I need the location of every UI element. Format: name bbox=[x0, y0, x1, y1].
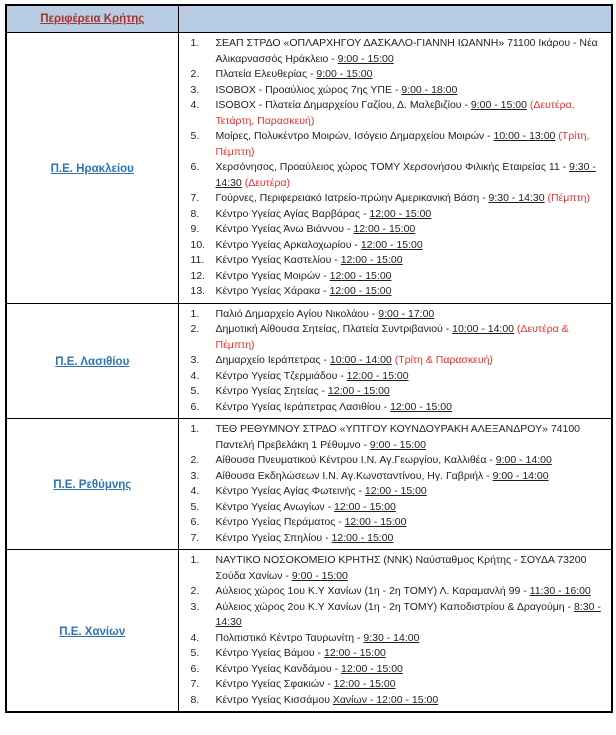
location-name: ΝΑΥΤΙΚΟ ΝΟΣΟΚΟΜΕΙΟ ΚΡΗΤΗΣ (ΝΝΚ) Ναύσταθμος Κρήτης - ΣΟΥΔΑ 73200 Σούδα Χανίων - bbox=[215, 554, 587, 582]
location-text bbox=[216, 192, 591, 204]
item-number: 1. bbox=[190, 554, 200, 566]
location-name: Κέντρο Υγείας Χάρακα - bbox=[215, 285, 330, 297]
time-range: 12:00 - 15:00 bbox=[364, 485, 427, 497]
time-range: 9:00 - 15:00 bbox=[337, 52, 394, 65]
item-number: 2. bbox=[190, 454, 200, 466]
locations-cell bbox=[178, 303, 612, 419]
location-text bbox=[216, 678, 396, 690]
list-item bbox=[179, 631, 607, 647]
list-item bbox=[179, 553, 607, 584]
time-range: 11:30 - 16:00 bbox=[529, 585, 591, 597]
item-number: 3. bbox=[190, 469, 200, 482]
region-link[interactable]: Π.Ε. Χανίων bbox=[59, 625, 126, 638]
location-name: Κέντρο Υγείας Βάμου - bbox=[215, 647, 324, 659]
item-number: 5. bbox=[190, 647, 200, 659]
location-name: Κέντρο Υγείας Τζερμιάδου - bbox=[215, 369, 347, 382]
list-item bbox=[179, 677, 607, 693]
region-cell bbox=[6, 303, 178, 419]
list-item bbox=[179, 160, 607, 191]
location-text bbox=[216, 37, 598, 65]
locations-cell bbox=[178, 550, 612, 713]
days-note: (Τρίτη & Παρασκευή) bbox=[391, 354, 493, 366]
location-name: Αύλειος χώρος 2ου Κ.Υ Χανίων (1η - 2η ΤΟΜΥ) Καποδιστρίου & Δραγούμη - bbox=[215, 600, 574, 613]
list-item bbox=[179, 422, 607, 453]
location-text bbox=[216, 485, 427, 497]
location-text bbox=[216, 585, 591, 597]
location-text bbox=[216, 423, 581, 451]
item-number: 7. bbox=[190, 192, 200, 204]
list-item bbox=[179, 284, 607, 300]
item-number: 1. bbox=[190, 37, 200, 49]
location-text bbox=[216, 516, 407, 528]
region-row bbox=[6, 33, 612, 304]
list-item bbox=[179, 515, 607, 531]
time-range: 12:00 - 15:00 bbox=[344, 516, 407, 528]
time-range: 12:00 - 15:00 bbox=[341, 662, 403, 675]
item-number: 4. bbox=[190, 99, 200, 111]
time-range: 10:00 - 13:00 bbox=[493, 130, 556, 142]
item-number: 5. bbox=[190, 500, 200, 513]
list-item bbox=[179, 129, 607, 160]
table-header-row bbox=[6, 5, 612, 33]
location-name: Κέντρο Υγείας Αρκαλοχωρίου - bbox=[215, 238, 361, 251]
item-number: 8. bbox=[190, 207, 200, 220]
location-name: Κέντρο Υγείας Σφακιών - bbox=[215, 678, 334, 690]
days-note: (Πέμπτη) bbox=[544, 192, 591, 204]
item-number: 3. bbox=[190, 354, 200, 366]
locations-cell bbox=[178, 33, 612, 304]
region-row bbox=[6, 419, 612, 550]
time-range: 12:00 - 15:00 bbox=[327, 385, 390, 397]
days-note: (Τρίτη, Πέμπτη) bbox=[215, 130, 590, 158]
location-name: Αίθουσα Εκδηλώσεων Ι.Ν. Αγ.Κωνσταντίνου, Ηγ. Γαβριήλ - bbox=[215, 469, 493, 482]
location-name: Δημοτική Αίθουσα Σητείας, Πλατεία Συντριβανιού - bbox=[215, 323, 453, 335]
location-name: Κέντρο Υγείας Ανωγίων - bbox=[215, 500, 334, 513]
regions-body bbox=[6, 33, 612, 713]
region-cell bbox=[6, 419, 178, 550]
location-name: Κέντρο Υγείας Άνω Βιάννου - bbox=[215, 223, 354, 235]
location-text bbox=[216, 130, 590, 158]
days-note: (Δευτέρα) bbox=[241, 176, 291, 189]
location-text bbox=[216, 223, 416, 235]
time-range: 9:00 - 15:00 bbox=[291, 569, 348, 582]
location-text bbox=[216, 68, 373, 80]
list-item bbox=[179, 307, 607, 323]
time-range: 9:00 - 18:00 bbox=[401, 83, 458, 96]
location-name: Κέντρο Υγείας Αγίας Φωτεινής - bbox=[215, 485, 365, 497]
location-name: Κέντρο Υγείας Σπηλίου - bbox=[215, 531, 332, 544]
time-range: 12:00 - 15:00 bbox=[331, 531, 394, 544]
time-range: 12:00 - 15:00 bbox=[346, 369, 409, 382]
list-item bbox=[179, 662, 607, 678]
table-header-region-label: Περιφέρεια Κρήτης bbox=[40, 13, 145, 25]
location-text bbox=[216, 161, 596, 189]
location-text bbox=[216, 454, 552, 466]
list-item bbox=[179, 191, 607, 207]
location-text bbox=[216, 694, 439, 706]
location-name: ISOBOX - Πλατεία Δημαρχείου Γαζίου, Δ. Μαλεβιζίου - bbox=[215, 99, 471, 111]
table-header-region-cell bbox=[6, 5, 178, 33]
list-item bbox=[179, 469, 607, 485]
item-number: 6. bbox=[190, 662, 200, 675]
item-number: 4. bbox=[190, 631, 200, 644]
location-text bbox=[216, 601, 601, 629]
location-name: Κέντρο Υγείας Ιεράπετρας Λασιθίου - bbox=[215, 400, 391, 413]
location-text bbox=[216, 385, 390, 397]
location-text bbox=[216, 323, 569, 351]
location-text bbox=[216, 285, 392, 297]
time-range: 8:30 - 14:30 bbox=[215, 600, 601, 628]
region-link[interactable]: Π.Ε. Ρεθύμνης bbox=[53, 479, 132, 491]
location-name: Γούρνες, Περιφερειακό Ιατρείο-πρώην Αμερικανική Βάση - bbox=[215, 192, 489, 204]
location-name: Κέντρο Υγείας Καστελίου - bbox=[215, 254, 341, 266]
item-number: 11. bbox=[190, 254, 205, 266]
list-item bbox=[179, 83, 607, 99]
region-row bbox=[6, 303, 612, 419]
time-range: 10:00 - 14:00 bbox=[329, 354, 392, 366]
list-item bbox=[179, 453, 607, 469]
list-item bbox=[179, 269, 607, 285]
item-number: 2. bbox=[190, 323, 200, 335]
item-number: 10. bbox=[190, 238, 206, 251]
list-item bbox=[179, 98, 607, 129]
region-row bbox=[6, 550, 612, 713]
location-name: Κέντρο Υγείας Σητείας - bbox=[215, 385, 328, 397]
item-number: 2. bbox=[190, 68, 200, 80]
time-range: 12:00 - 15:00 bbox=[333, 678, 396, 690]
item-number: 6. bbox=[190, 400, 200, 413]
location-text bbox=[216, 208, 432, 220]
days-note: (Δευτέρα & Πέμπτη) bbox=[215, 323, 569, 351]
location-text bbox=[216, 532, 394, 544]
location-name: Κέντρο Υγείας Αγίας Βαρβάρας - bbox=[215, 207, 370, 220]
item-number: 8. bbox=[190, 693, 200, 706]
time-range: 9:00 - 15:00 bbox=[316, 68, 373, 80]
location-name: Δημαρχείο Ιεράπετρας - bbox=[215, 354, 330, 366]
location-name: Πλατεία Ελευθερίας - bbox=[215, 68, 317, 80]
location-text bbox=[216, 354, 493, 366]
item-number: 3. bbox=[190, 83, 200, 96]
location-text bbox=[216, 663, 403, 675]
time-range: 12:00 - 15:00 bbox=[329, 285, 392, 297]
list-item bbox=[179, 207, 607, 223]
item-number: 1. bbox=[190, 307, 200, 320]
item-number: 6. bbox=[190, 161, 200, 173]
list-item bbox=[179, 600, 607, 631]
location-name: Αίθουσα Πνευματικού Κέντρου Ι.Ν. Αγ.Γεωργίου, Καλλιθέα - bbox=[215, 454, 496, 466]
time-range: 12:00 - 15:00 bbox=[340, 254, 403, 266]
location-text bbox=[216, 308, 435, 320]
time-range: 12:00 - 15:00 bbox=[353, 223, 416, 235]
location-name: Παλιό Δημαρχείο Αγίου Νικολάου - bbox=[215, 307, 379, 320]
region-link[interactable]: Π.Ε. Ηρακλείου bbox=[50, 162, 134, 175]
item-number: 9. bbox=[190, 223, 200, 235]
time-range: 9:30 - 14:30 bbox=[215, 161, 596, 189]
time-range: 9:30 - 14:00 bbox=[363, 631, 420, 644]
list-item bbox=[179, 238, 607, 254]
item-number: 13. bbox=[190, 285, 206, 297]
time-range: 10:00 - 14:00 bbox=[452, 323, 515, 335]
list-item bbox=[179, 400, 607, 416]
location-text bbox=[216, 647, 386, 659]
location-name: Χερσόνησος, Προαύλειος χώρος ΤΟΜΥ Χερσονήσου Φιλικής Εταιρείας 11 - bbox=[215, 161, 570, 173]
location-text bbox=[216, 501, 396, 513]
location-text bbox=[216, 270, 392, 282]
table-header-empty-cell bbox=[178, 5, 612, 33]
crete-regions-table bbox=[5, 4, 613, 713]
location-name: Αύλειος χώρος 1ου Κ.Υ Χανίων (1η - 2η ΤΟΜΥ) Λ. Καραμανλή 99 - bbox=[215, 585, 530, 597]
time-range: 12:00 - 15:00 bbox=[390, 400, 452, 413]
location-text bbox=[216, 470, 549, 482]
time-range: 12:00 - 15:00 bbox=[333, 500, 396, 513]
item-number: 2. bbox=[190, 585, 200, 597]
time-range: 9:30 - 14:30 bbox=[488, 192, 545, 204]
item-number: 4. bbox=[190, 369, 200, 382]
location-name: Κέντρο Υγείας Μοιρών - bbox=[215, 269, 330, 282]
location-text bbox=[216, 239, 423, 251]
item-number: 4. bbox=[190, 485, 200, 497]
time-range: 9:00 - 15:00 bbox=[369, 438, 426, 451]
location-text bbox=[216, 370, 409, 382]
time-range: 9:00 - 14:00 bbox=[495, 454, 552, 466]
location-text bbox=[216, 99, 575, 127]
time-range: 9:00 - 14:00 bbox=[492, 469, 549, 482]
list-item bbox=[179, 67, 607, 83]
item-number: 1. bbox=[190, 423, 200, 435]
list-item bbox=[179, 222, 607, 238]
list-item bbox=[179, 500, 607, 516]
location-name: Κέντρο Υγείας Περάματος - bbox=[215, 516, 345, 528]
time-range: 12:00 - 15:00 bbox=[323, 647, 386, 659]
list-item bbox=[179, 369, 607, 385]
locations-cell bbox=[178, 419, 612, 550]
location-name: Πολιτιστικό Κέντρο Ταυρωνίτη - bbox=[215, 631, 364, 644]
region-cell bbox=[6, 550, 178, 713]
time-range: 12:00 - 15:00 bbox=[369, 207, 432, 220]
list-item bbox=[179, 36, 607, 67]
list-item bbox=[179, 384, 607, 400]
location-name: Κέντρο Υγείας Κανδάμου - bbox=[215, 662, 342, 675]
location-name: ISOBOX - Προαύλιος χώρος 7ης ΥΠΕ - bbox=[215, 83, 402, 96]
region-link[interactable]: Π.Ε. Λασιθίου bbox=[55, 355, 130, 368]
list-item bbox=[179, 253, 607, 269]
list-item bbox=[179, 353, 607, 369]
item-number: 12. bbox=[190, 269, 206, 282]
item-number: 6. bbox=[190, 516, 200, 528]
time-range: 9:00 - 15:00 bbox=[470, 99, 527, 111]
days-note: (Δευτέρα, Τετάρτη, Παρασκευή) bbox=[215, 99, 575, 127]
list-item bbox=[179, 584, 607, 600]
location-name: ΤΕΘ ΡΕΘΥΜΝΟΥ ΣΤΡΔΟ «ΥΠΤΓΟΥ ΚΟΥΝΔΟΥΡΑΚΗ ΑΛΕΞΑΝΔΡΟΥ» 74100 Παντελή Πρεβελάκη 1 Ρέθυμνο - bbox=[215, 423, 581, 451]
item-number: 7. bbox=[190, 531, 200, 544]
time-range: Χανίων - 12:00 - 15:00 bbox=[332, 693, 439, 706]
list-item bbox=[179, 646, 607, 662]
location-name: Κέντρο Υγείας Κισσάμου bbox=[215, 693, 333, 706]
location-text bbox=[216, 84, 458, 96]
time-range: 12:00 - 15:00 bbox=[329, 269, 392, 282]
list-item bbox=[179, 531, 607, 547]
item-number: 7. bbox=[190, 678, 200, 690]
location-text bbox=[216, 254, 403, 266]
region-cell bbox=[6, 33, 178, 304]
location-name: Μοίρες, Πολυκέντρο Μοιρών, Ισόγειο Δημαρχείου Μοιρών - bbox=[215, 130, 494, 142]
list-item bbox=[179, 322, 607, 353]
list-item bbox=[179, 693, 607, 709]
item-number: 5. bbox=[190, 385, 200, 397]
time-range: 12:00 - 15:00 bbox=[360, 238, 423, 251]
location-text bbox=[216, 401, 452, 413]
item-number: 5. bbox=[190, 130, 200, 142]
time-range: 9:00 - 17:00 bbox=[378, 307, 435, 320]
location-text bbox=[216, 554, 587, 582]
location-name: ΣΕΑΠ ΣΤΡΔΟ «ΟΠΛΑΡΧΗΓΟΥ ΔΑΣΚΑΛΟ-ΓΙΑΝΝΗ ΙΩΑΝΝΗ» 71100 Ικάρου - Νέα Αλικαρνασσός Ηράκλειο - bbox=[215, 37, 598, 65]
list-item bbox=[179, 484, 607, 500]
item-number: 3. bbox=[190, 600, 200, 613]
location-text bbox=[216, 632, 420, 644]
